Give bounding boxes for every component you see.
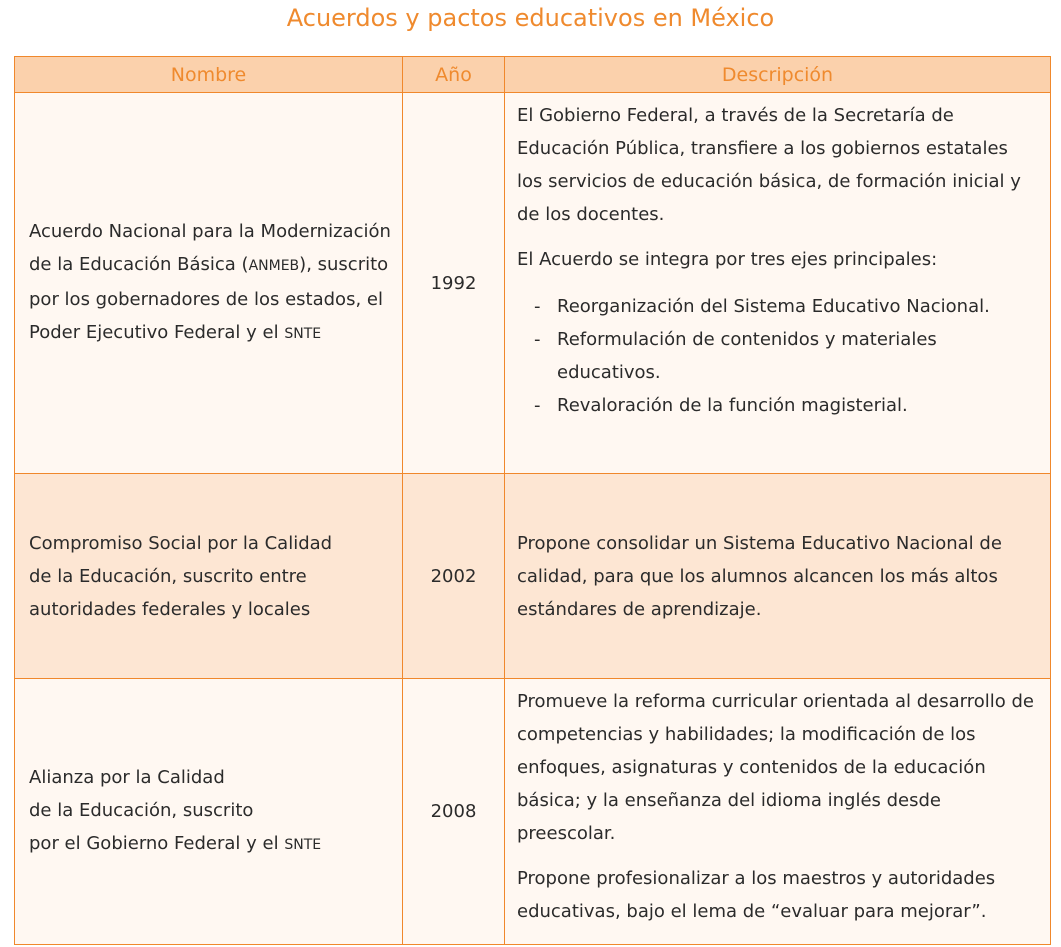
page-title: Acuerdos y pactos educativos en México	[286, 4, 775, 32]
description-paragraph: Propone consolidar un Sistema Educativo Nacional de calidad, para que los alumnos alcancen los más altos estándares de aprendizaje.	[517, 532, 1002, 620]
description-paragraph: El Acuerdo se integra por tres ejes principales:	[517, 249, 938, 270]
name-line: Compromiso Social por la Calidad	[29, 532, 333, 554]
dash-bullet: -	[534, 296, 541, 317]
table-row	[15, 474, 1051, 679]
axes-list	[517, 290, 1038, 422]
abbreviation-snte: SNTE	[284, 837, 322, 853]
table-row	[15, 679, 1051, 945]
abbreviation-snte: SNTE	[284, 326, 322, 342]
name-text: ), suscrito por los gobernadores de los estados, el Poder Ejecutivo Federal y el	[29, 254, 389, 343]
description-paragraph: Propone profesionalizar a los maestros y autoridades educativas, bajo el lema de “evaluar para mejorar”.	[517, 868, 996, 922]
list-item-text: Reorganización del Sistema Educativo Nacional.	[557, 296, 990, 317]
table-row	[15, 93, 1051, 474]
list-item-text: Revaloración de la función magisterial.	[557, 395, 908, 416]
name-line: Alianza por la Calidad	[29, 767, 225, 788]
column-header-description: Descripción	[505, 57, 1051, 93]
name-line: autoridades federales y locales	[29, 598, 311, 620]
agreement-name-cell	[15, 93, 403, 474]
dash-bullet: -	[534, 395, 541, 416]
agreement-name-cell	[15, 679, 403, 945]
description-cell	[505, 93, 1051, 474]
agreements-table	[14, 56, 1051, 945]
year-cell: 2002	[403, 474, 505, 679]
name-line: por el Gobierno Federal y el	[29, 833, 285, 854]
list-item	[517, 290, 1038, 323]
description-paragraph: El Gobierno Federal, a través de la Secretaría de Educación Pública, transfiere a los gobiernos estatales los servicios de educación básica, de formación inicial y de los docentes.	[517, 105, 1021, 225]
list-item	[517, 323, 1038, 389]
list-item	[517, 389, 1038, 422]
agreement-name-cell	[15, 474, 403, 679]
name-line: de la Educación, suscrito entre	[29, 565, 307, 587]
description-paragraph: Promueve la reforma curricular orientada al desarrollo de competencias y habilidades; la modificación de los enfoques, asignaturas y contenidos de la educación básica; y la enseñanza del idioma inglés desde preescolar.	[517, 691, 1034, 844]
description-cell	[505, 474, 1051, 679]
dash-bullet: -	[534, 329, 541, 350]
list-item-text: Reformulación de contenidos y materiales educativos.	[557, 329, 937, 383]
table-header-row	[15, 57, 1051, 93]
name-line: de la Educación, suscrito	[29, 800, 254, 821]
year-cell: 2008	[403, 679, 505, 945]
year-cell: 1992	[403, 93, 505, 474]
column-header-year: Año	[403, 57, 505, 93]
abbreviation-anmeb: ANMEB	[248, 258, 300, 274]
name-text: Acuerdo Nacional para la Modernización de la Educación Básica (	[29, 221, 391, 275]
description-cell	[505, 679, 1051, 945]
column-header-name: Nombre	[15, 57, 403, 93]
